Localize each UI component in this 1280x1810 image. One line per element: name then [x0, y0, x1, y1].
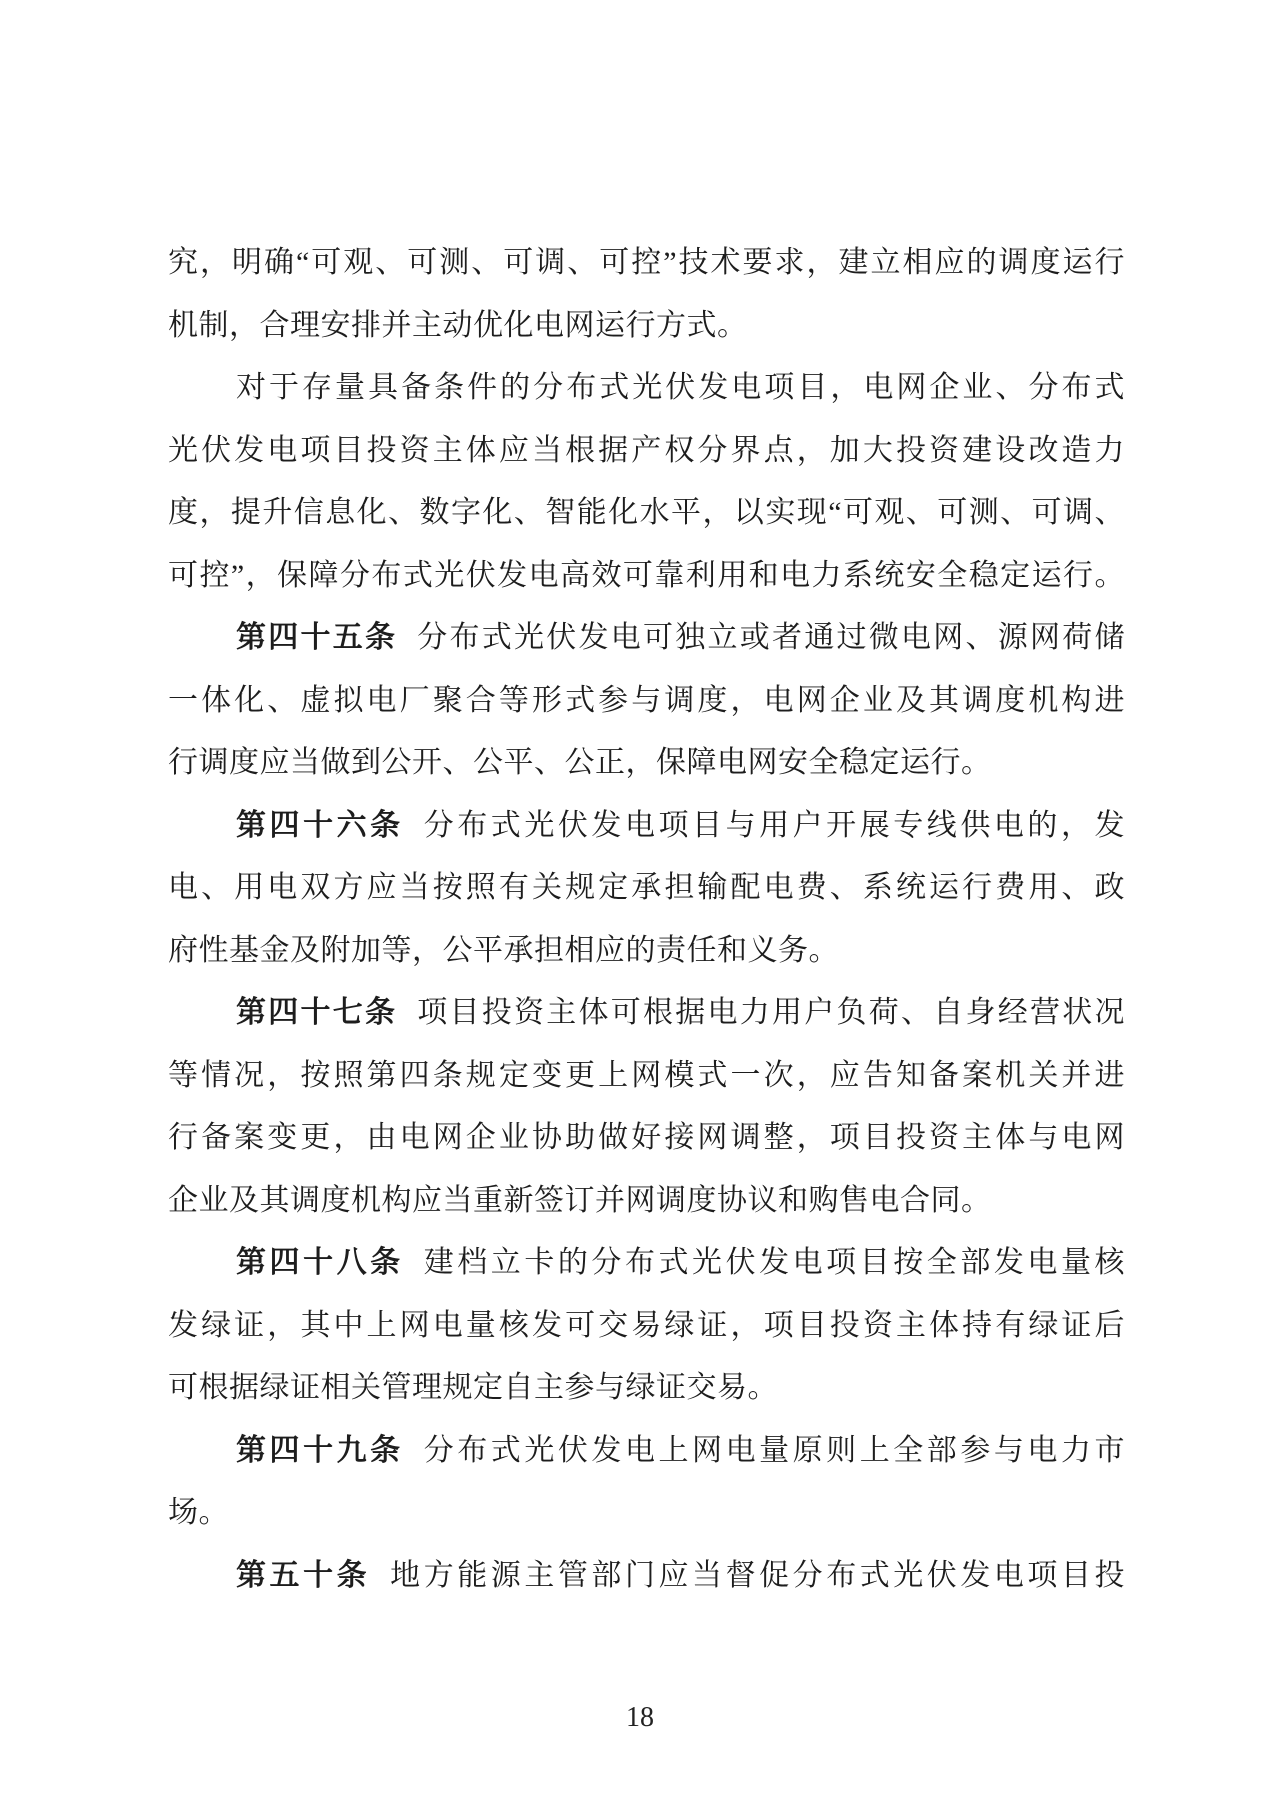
- text-line: 究，明确“可观、可测、可调、可控”技术要求，建立相应的调度运行: [168, 246, 1125, 279]
- text-line: [168, 1420, 1125, 1483]
- text-line: 一体化、虚拟电厂聚合等形式参与调度，电网企业及其调度机构进: [168, 683, 1125, 717]
- text-line: 等情况，按照第四条规定变更上网模式一次，应告知备案机关并进: [168, 1058, 1125, 1092]
- text-line: 电、用电双方应当按照有关规定承担输配电费、系统运行费用、政: [168, 871, 1125, 904]
- text-line: 场。: [168, 1496, 229, 1529]
- text-line: [168, 795, 1125, 858]
- text-line: [168, 1545, 1125, 1608]
- article-text: 分布式光伏发电项目与用户开展专线供电的，发: [423, 808, 1126, 842]
- text-line: 可根据绿证相关管理规定自主参与绿证交易。: [168, 1371, 778, 1404]
- text-line: 机制，合理安排并主动优化电网运行方式。: [168, 308, 748, 342]
- article-number: 第四十六条: [236, 808, 404, 842]
- text-line: [168, 982, 1125, 1045]
- text-line: 行调度应当做到公开、公平、公正，保障电网安全稳定运行。: [168, 746, 992, 779]
- text-line: 府性基金及附加等，公平承担相应的责任和义务。: [168, 933, 839, 967]
- text-line: 可控”，保障分布式光伏发电高效可靠利用和电力系统安全稳定运行。: [168, 558, 1125, 592]
- text-line: [168, 607, 1125, 670]
- article-text: 项目投资主体可根据电力用户负荷、自身经营状况: [417, 996, 1125, 1029]
- text-line: 光伏发电项目投资主体应当根据产权分界点，加大投资建设改造力: [168, 433, 1125, 467]
- article-text: 建档立卡的分布式光伏发电项目按全部发电量核: [423, 1246, 1126, 1279]
- article-number: 第四十五条: [236, 621, 398, 654]
- article-number: 第五十条: [236, 1558, 371, 1592]
- article-text: 分布式光伏发电可独立或者通过微电网、源网荷储: [417, 621, 1125, 654]
- text-line: 度，提升信息化、数字化、智能化水平，以实现“可观、可测、可调、: [168, 496, 1125, 529]
- text-block: [168, 232, 1125, 1607]
- page-number: 18: [626, 1702, 654, 1733]
- text-line: 发绿证，其中上网电量核发可交易绿证，项目投资主体持有绿证后: [168, 1308, 1125, 1342]
- text-line: [168, 1232, 1125, 1295]
- article-number: 第四十九条: [236, 1433, 404, 1467]
- article-number: 第四十七条: [236, 996, 398, 1029]
- article-number: 第四十八条: [236, 1246, 404, 1279]
- text-line: 对于存量具备条件的分布式光伏发电项目，电网企业、分布式: [236, 371, 1125, 404]
- article-text: 地方能源主管部门应当督促分布式光伏发电项目投: [390, 1558, 1126, 1592]
- text-line: 行备案变更，由电网企业协助做好接网调整，项目投资主体与电网: [168, 1121, 1125, 1154]
- text-line: 企业及其调度机构应当重新签订并网调度协议和购售电合同。: [168, 1183, 992, 1217]
- article-text: 分布式光伏发电上网电量原则上全部参与电力市: [423, 1433, 1126, 1467]
